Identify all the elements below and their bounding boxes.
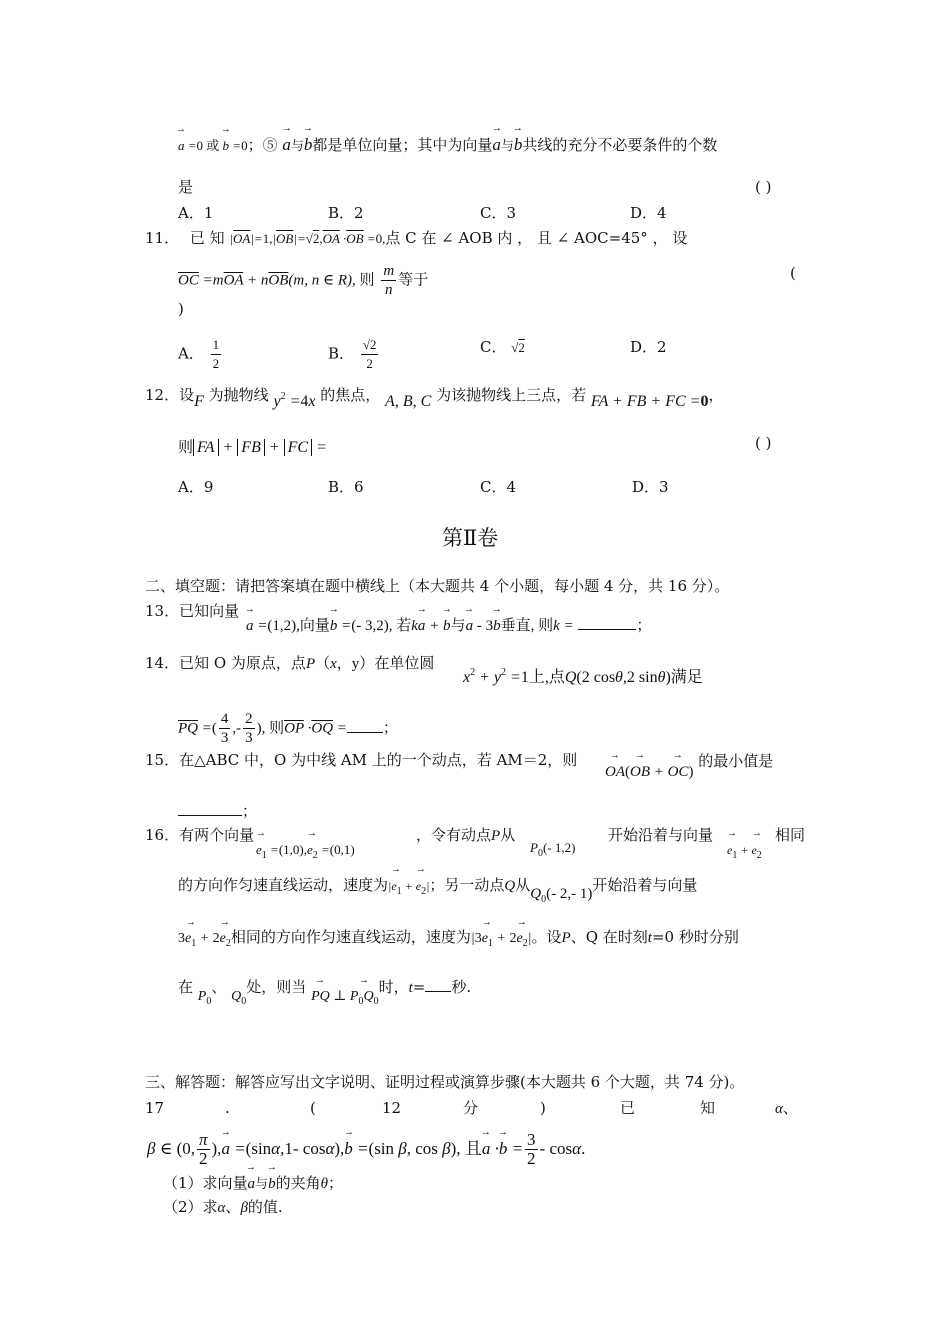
q12-t4: 则 — [178, 438, 194, 456]
q11-option-c-label: C． — [480, 338, 507, 356]
q11-num: 11． — [145, 229, 180, 247]
q17-sub2: （2）求α、β的值. — [163, 1198, 283, 1216]
q17-frac-pi-2: $\frac{\pi}{2}$ — [198, 1130, 208, 1168]
q13-answer-blank[interactable] — [578, 629, 636, 630]
q13-text: 已知向量 — [179, 602, 240, 620]
q17-frac-3-2: $\frac{3}{2}$ — [527, 1130, 536, 1168]
q16-l2c: 从 — [515, 876, 531, 894]
q12-line1: 12．设F 为抛物线 $y^2 =4x$ 的焦点， A, B, C 为该抛物线上三点，若 FA + FB + FC =0， — [145, 386, 724, 410]
q16-e-vectors — [256, 838, 355, 867]
q14-pq-formula: $\overline{PQ}$ =( — [178, 720, 217, 737]
q16-l3d: =0 秒时分别 — [651, 928, 739, 946]
q16-l1c: 从 — [500, 826, 516, 844]
q16-l4d: 时， — [378, 978, 409, 996]
q11-paren-close: ) — [178, 300, 184, 318]
q16-perp: → PQ ⊥ → $P_0Q_0$ — [311, 989, 379, 1004]
q11-option-c-sqrt: √2 — [511, 340, 525, 355]
q16-l2b: ；另一动点 — [429, 876, 505, 894]
section3-heading: 三、解答题：解答应写出文字说明、证明过程或演算步骤(本大题共 6 个大题，共 74 分)。 — [145, 1073, 745, 1091]
q10-mid: 都是单位向量；其中为向量 — [312, 136, 493, 154]
q15-line1 — [145, 749, 577, 771]
q14-text: 已知 O 为原点，点 — [179, 654, 306, 672]
q14-point-p: P — [305, 656, 316, 672]
q16-line2: 的方向作匀速直线运动，速度为|→ $e_1$ + → $e_2|$；另一动点Q从$Q_0(-$ 2,- 1)开始沿着与向量 — [178, 874, 697, 911]
q17-num: 17 — [145, 1099, 165, 1117]
q17-paren-open: ( — [310, 1099, 316, 1117]
part2-title: 第Ⅱ卷 — [442, 526, 499, 550]
q16-l4b: 、 — [211, 978, 227, 996]
q12-option-c: C．4 — [480, 478, 517, 496]
q12-option-b: B．6 — [328, 478, 364, 496]
q16-speed2: $|3\to e_1 + 2\to e_2|$ — [471, 931, 532, 946]
q10-end: 共线的充分不必要条件的个数 — [522, 136, 718, 154]
q11-frac-mn: $\frac{m}{n}$ — [383, 263, 395, 298]
q14-frac-4-3: $\frac{4}{3}$ — [220, 711, 229, 746]
q16-e-formula: → $e_1 =(1,0),\to e_2 =(0,1)$ — [256, 842, 355, 857]
q15-line2: ； — [178, 800, 257, 822]
q11-paren-open: ( — [790, 264, 796, 282]
q17-beta-range: β ∈ (0, — [147, 1139, 195, 1158]
q10-ab-math-2: → a与→ b — [492, 135, 522, 154]
q17-sub1-text2: 的夹角 — [275, 1174, 321, 1192]
q17-condition: β ∈ (0, $\frac{\pi}{2}$ ),→ a =(sinα,1- cosα),→ b =(sin β, cos β), 且→ a ·→ b = $\frac{3}{2}$ - cosα. — [147, 1131, 585, 1168]
q10-option-a: A．1 — [178, 204, 214, 222]
q12-line2 — [178, 436, 327, 459]
q16-l3b: 。设 — [531, 928, 562, 946]
q17-sub2-vars: α — [217, 1200, 226, 1216]
section2-heading: 二、填空题：请把答案填在题中横线上（本大题共 4 个小题，每小题 4 分，共 16 分）。 — [145, 577, 730, 595]
q16-q0: $Q_0(-$ 2,- 1) — [530, 886, 593, 905]
q14-line1: 14．已知 O 为原点，点P（x，y）在单位圆 — [145, 654, 435, 672]
q10-option-b: B．2 — [328, 204, 364, 222]
q14-frac-2-3: $\frac{2}{3}$ — [245, 711, 253, 746]
q16-vec2: $3\to e_1 + 2\to e_2$ — [178, 931, 231, 946]
q12-t2: 的焦点， — [320, 386, 381, 404]
q10-line2: 是 — [178, 178, 194, 196]
q17-alpha: α、 — [775, 1099, 798, 1117]
q11-text3: 等于 — [398, 270, 429, 289]
q16-l1b: ，令有动点 — [416, 826, 492, 844]
q10-condition-line — [178, 134, 717, 157]
q17-paren-close: ) — [540, 1099, 546, 1117]
q16-e-sum — [727, 838, 762, 867]
q15-text: 在△ABC 中，O 为中线 AM 上的一个动点，若 AM＝2，则 — [179, 751, 578, 769]
q12-abs-sum: FA + FB + FC = — [193, 439, 327, 456]
q17-score: 12 — [382, 1099, 402, 1117]
q11-option-b — [328, 336, 380, 373]
q14-circle-math — [463, 662, 703, 689]
q13-num: 13． — [145, 602, 180, 620]
q11-cond-math: $|\overline{OA}|=1,|\overline{OB}|=√2,\overline{OA} \cdot\overline{OB} =0$, — [229, 231, 386, 246]
q12-sum-eq: FA + FB + FC =0 — [590, 393, 709, 410]
q16-e-sum-formula: → $e_1$ + → $e_2$ — [727, 843, 762, 857]
q16-p0-formula: $P_0(-$ 1,2) — [530, 840, 576, 859]
q10-option-d: D．4 — [630, 204, 667, 222]
q10-paren: ( ) — [755, 178, 772, 196]
q14-answer-blank[interactable] — [347, 732, 383, 733]
q17-sub1-text3: ； — [327, 1174, 343, 1192]
q16-speed1: |→ $e_1$ + → $e_2|$ — [388, 879, 429, 893]
q16-l3c: 、Q 在时刻 — [570, 928, 648, 946]
q12-option-d: D．3 — [632, 478, 669, 496]
q17-known2: 知 — [700, 1099, 716, 1117]
q12-paren: ( ) — [755, 434, 772, 452]
q17-sub1-vectors: → a与→ b — [248, 1176, 276, 1192]
q14-circle-formula: $x^2 + y^2 =1$上,点Q(2 cosθ,2 sinθ)满足 — [463, 667, 703, 686]
q11-option-c — [480, 336, 525, 359]
q10-option-c: C．3 — [480, 204, 517, 222]
q16-l4c: 处，则当 — [246, 978, 307, 996]
q16-l4a: 在 — [178, 978, 194, 996]
q17-known: 已 — [620, 1099, 636, 1117]
q16-p0 — [530, 836, 575, 865]
q12-num: 12．设 — [145, 386, 195, 404]
q10-ab-math-1: → a与→ b — [282, 135, 312, 154]
q16-l2a: 的方向作匀速直线运动，速度为 — [178, 876, 389, 894]
q16-l2d: 开始沿着与向量 — [592, 876, 698, 894]
q11-option-b-label: B． — [328, 344, 355, 363]
q17-dot: . — [225, 1099, 230, 1117]
q11-option-a — [178, 336, 223, 373]
q11-line1 — [145, 227, 687, 250]
q16-l1d: 开始沿着与向量 — [608, 826, 714, 844]
q11-option-a-frac: $\frac{1}{2}$ — [212, 337, 220, 371]
q10-cond-math: → a =0 或 → b =0 — [178, 138, 248, 153]
q11-known: 已 知 — [189, 229, 225, 247]
q15-answer-blank[interactable] — [178, 815, 242, 816]
q11-option-d: D．2 — [630, 338, 667, 356]
q16-l4e: 秒. — [451, 978, 472, 996]
q16-num: 16． — [145, 826, 180, 844]
q17-sub1-text: （1）求向量 — [163, 1174, 248, 1192]
q16-q0-label: $Q_0$ — [231, 989, 247, 1007]
q14-text2: 在单位圆 — [374, 654, 435, 672]
q13-math: → a =(1,2),向量→ b =(- 3,2), 若k→ a + → b与→ a - 3→ b垂直, 则k = ； — [246, 614, 651, 637]
q16-l3a: 相同的方向作匀速直线运动，速度为 — [230, 928, 471, 946]
q17-unit: 分 — [463, 1099, 479, 1117]
q12-parabola: $y^2 =4x$ — [273, 391, 316, 410]
q16-answer-blank[interactable] — [425, 991, 451, 992]
q16-l1e: 相同 — [775, 826, 806, 844]
q14-line2: $\overline{PQ}$ =( $\frac{4}{3}$ ,- $\frac{2}{3}$ ), 则$\overline{OP} \cdot\overline{OQ}$ = ； — [178, 711, 398, 746]
q16-l1a: 有两个向量 — [179, 826, 255, 844]
q14-num: 14． — [145, 654, 180, 672]
q17-sub2-text: （2）求 — [163, 1198, 218, 1216]
q12-F: F — [194, 393, 204, 410]
q12-option-a: A．9 — [178, 478, 214, 496]
q15-text2: 的最小值是 — [698, 752, 774, 770]
q16-line4: 在 $P_0$、 $Q_0$处，则当 → PQ ⊥ → $P_0Q_0$时，t= 秒. — [178, 976, 471, 1013]
q17-sub1: （1）求向量→ a与→ b的夹角θ； — [163, 1172, 343, 1195]
q16-line3: $3\to e_1 + 2\to e_2$相同的方向作匀速直线运动，速度为$|3\to e_1 + 2\to e_2|$。设P、Q 在时刻t=0 秒时分别 — [178, 926, 739, 955]
q12-t1: 为抛物线 — [208, 386, 269, 404]
q16-line1-c — [608, 824, 713, 846]
q11-oc-math: $\overline{OC} =m\overline{OA} + n\overline{OB}(m$, n ∈ R), 则 — [178, 272, 375, 289]
q11-text2: 点 C 在 ∠ AOB 内 ， 且 ∠ AOC=45° ， 设 — [385, 229, 688, 247]
q13-line — [145, 600, 239, 622]
q15-math — [605, 752, 774, 783]
q10-text: ；⑤ — [247, 136, 278, 154]
q16-line1 — [145, 824, 254, 846]
q11-option-a-label: A． — [178, 344, 204, 363]
q11-option-b-frac: $\frac{√2}{2}$ — [362, 337, 377, 371]
q15-formula: → OA(→ OB + → OC) — [605, 764, 693, 780]
q16-line1-b: ，令有动点P从 — [416, 826, 516, 844]
q12-t3: 为该抛物线上三点，若 — [436, 386, 587, 404]
q11-line2 — [178, 262, 428, 299]
q16-p0-label: $P_0$ — [197, 989, 212, 1007]
q13-formula: → a =(1,2),向量→ b =(- 3,2), 若k→ a + → b与→ a - 3→ b垂直, 则k = — [246, 618, 574, 634]
q17-sub2-text2: 的值. — [247, 1198, 283, 1216]
q12-points: A, B, C — [385, 393, 432, 410]
q15-num: 15． — [145, 751, 180, 769]
